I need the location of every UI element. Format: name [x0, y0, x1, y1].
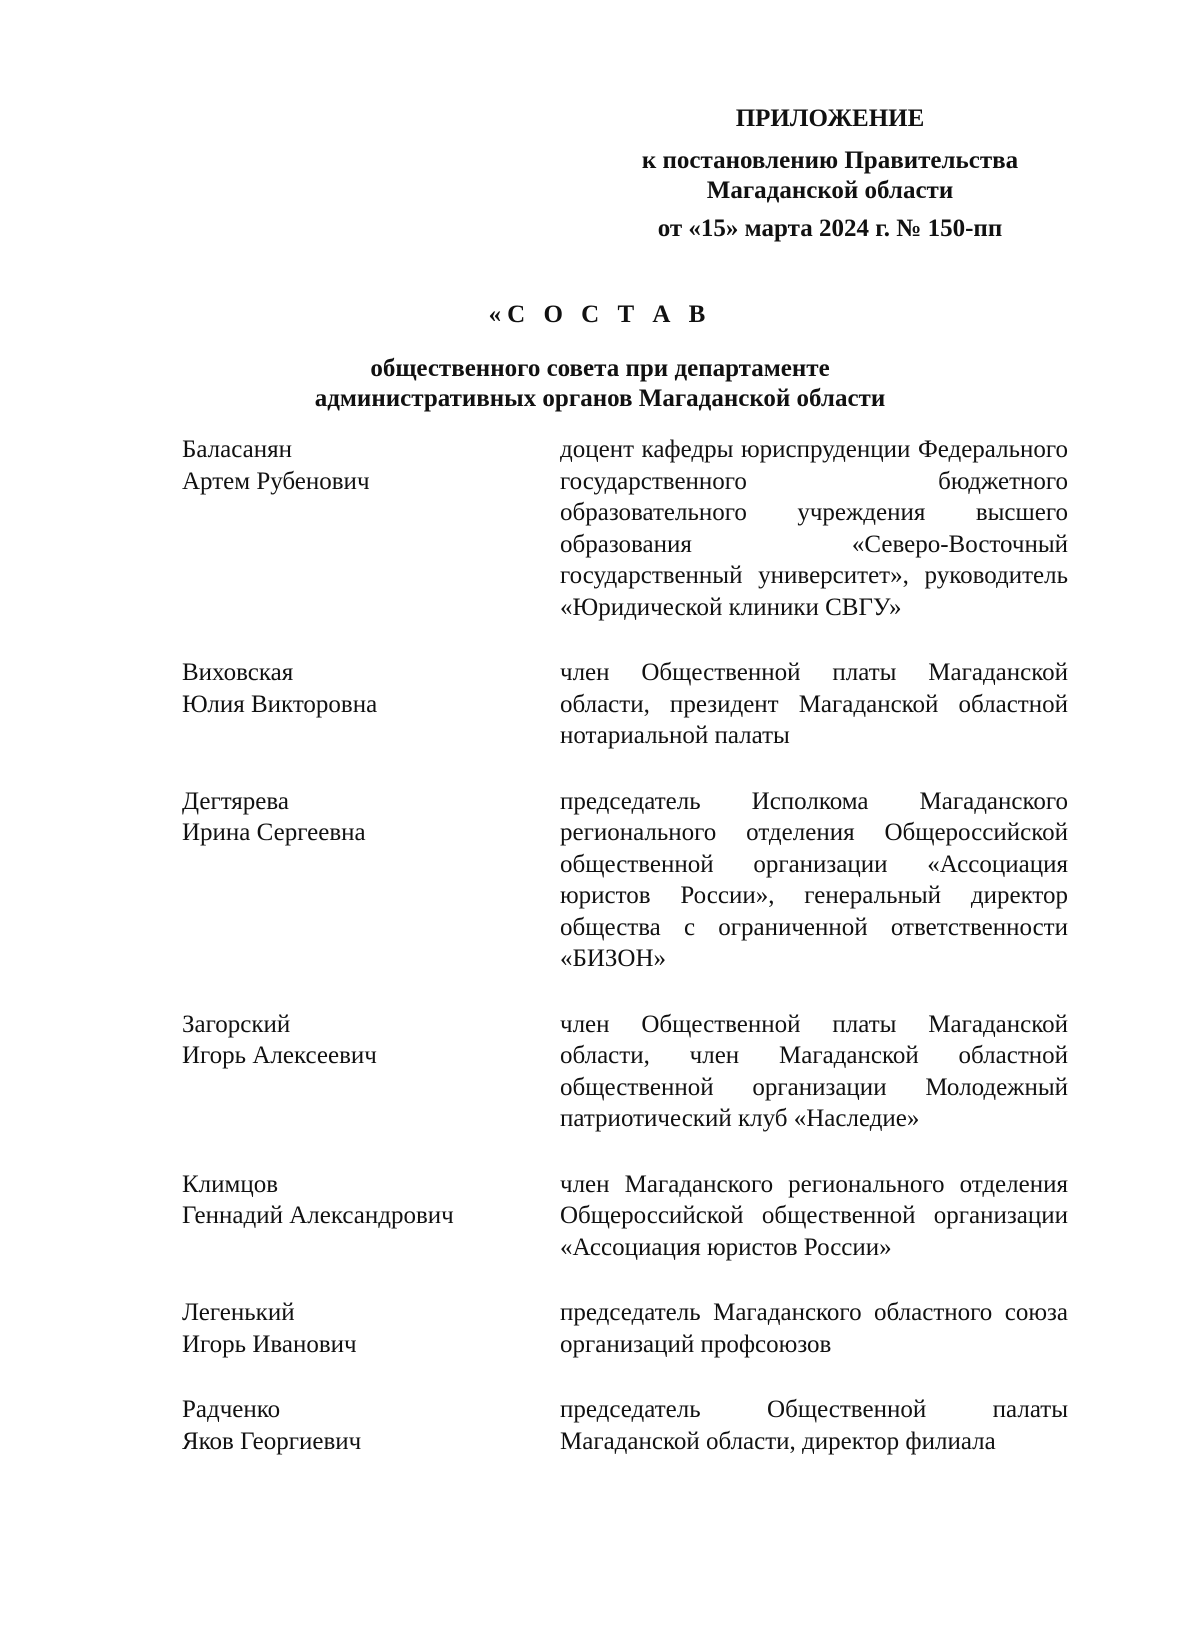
member-row — [182, 1394, 1072, 1457]
member-given-name: Артем Рубенович — [182, 467, 370, 495]
members-list — [182, 434, 1072, 1491]
decree-line-2: Магаданской области — [706, 177, 954, 204]
decree-reference — [600, 146, 1060, 206]
member-row — [182, 657, 1072, 752]
member-position: член Общественной платы Магаданской области, президент Магаданской областной нотариальной палаты — [560, 659, 1068, 749]
member-position: доцент кафедры юриспруденции Федерального государственного бюджетного образовательного учреждения высшего образования «Северо-Восточный государственный университет», руководитель «Юридической клиники СВГУ» — [560, 436, 1068, 621]
member-position: председатель Общественной палаты Магаданской области, директор филиала — [560, 1396, 1068, 1455]
member-position: член Магаданского регионального отделения Общероссийской общественной организации «Ассоциация юристов России» — [560, 1170, 1068, 1261]
member-row — [182, 1297, 1072, 1360]
member-position: председатель Магаданского областного союза организаций профсоюзов — [560, 1299, 1068, 1358]
member-row — [182, 1009, 1072, 1135]
member-given-name: Ирина Сергеевна — [182, 819, 366, 846]
composition-subtitle-1: общественного совета при департаменте — [370, 355, 830, 382]
member-surname: Климцов — [182, 1170, 279, 1198]
member-surname: Загорский — [182, 1010, 291, 1038]
member-surname: Дегтярева — [182, 787, 289, 815]
member-row — [182, 1169, 1072, 1264]
member-given-name: Юлия Викторовна — [182, 690, 378, 718]
member-given-name: Игорь Иванович — [182, 1330, 357, 1358]
decree-line-1: к постановлению Правительства — [641, 147, 1019, 174]
member-given-name: Геннадий Александрович — [182, 1202, 454, 1229]
composition-title: «С О С Т А В — [488, 301, 712, 328]
member-surname: Легенький — [182, 1299, 295, 1326]
member-surname: Баласанян — [182, 436, 292, 463]
member-name — [182, 1169, 560, 1264]
member-name — [182, 434, 560, 623]
member-name — [182, 1394, 560, 1457]
appendix-title: ПРИЛОЖЕНИЕ — [735, 105, 925, 132]
member-surname: Виховская — [182, 659, 294, 686]
composition-heading — [0, 300, 1200, 414]
composition-subtitle-2: административных органов Магаданской области — [314, 385, 886, 412]
member-given-name: Игорь Алексеевич — [182, 1042, 377, 1069]
member-name — [182, 1297, 560, 1360]
member-row — [182, 786, 1072, 975]
decree-date: от «15» марта 2024 г. № 150-пп — [657, 215, 1003, 242]
member-row — [182, 434, 1072, 623]
member-surname: Радченко — [182, 1396, 281, 1423]
appendix-block — [600, 104, 1060, 244]
member-name — [182, 657, 560, 752]
member-given-name: Яков Георгиевич — [182, 1427, 362, 1455]
member-position: член Общественной платы Магаданской области, член Магаданской областной общественной организации Молодежный патриотический клуб «Наследие» — [560, 1010, 1068, 1132]
member-name — [182, 1009, 560, 1135]
member-name — [182, 786, 560, 975]
member-position: председатель Исполкома Магаданского регионального отделения Общероссийской общественной организации «Ассоциация юристов России», генеральный директор общества с ограниченной ответственности «БИЗОН» — [560, 787, 1068, 972]
